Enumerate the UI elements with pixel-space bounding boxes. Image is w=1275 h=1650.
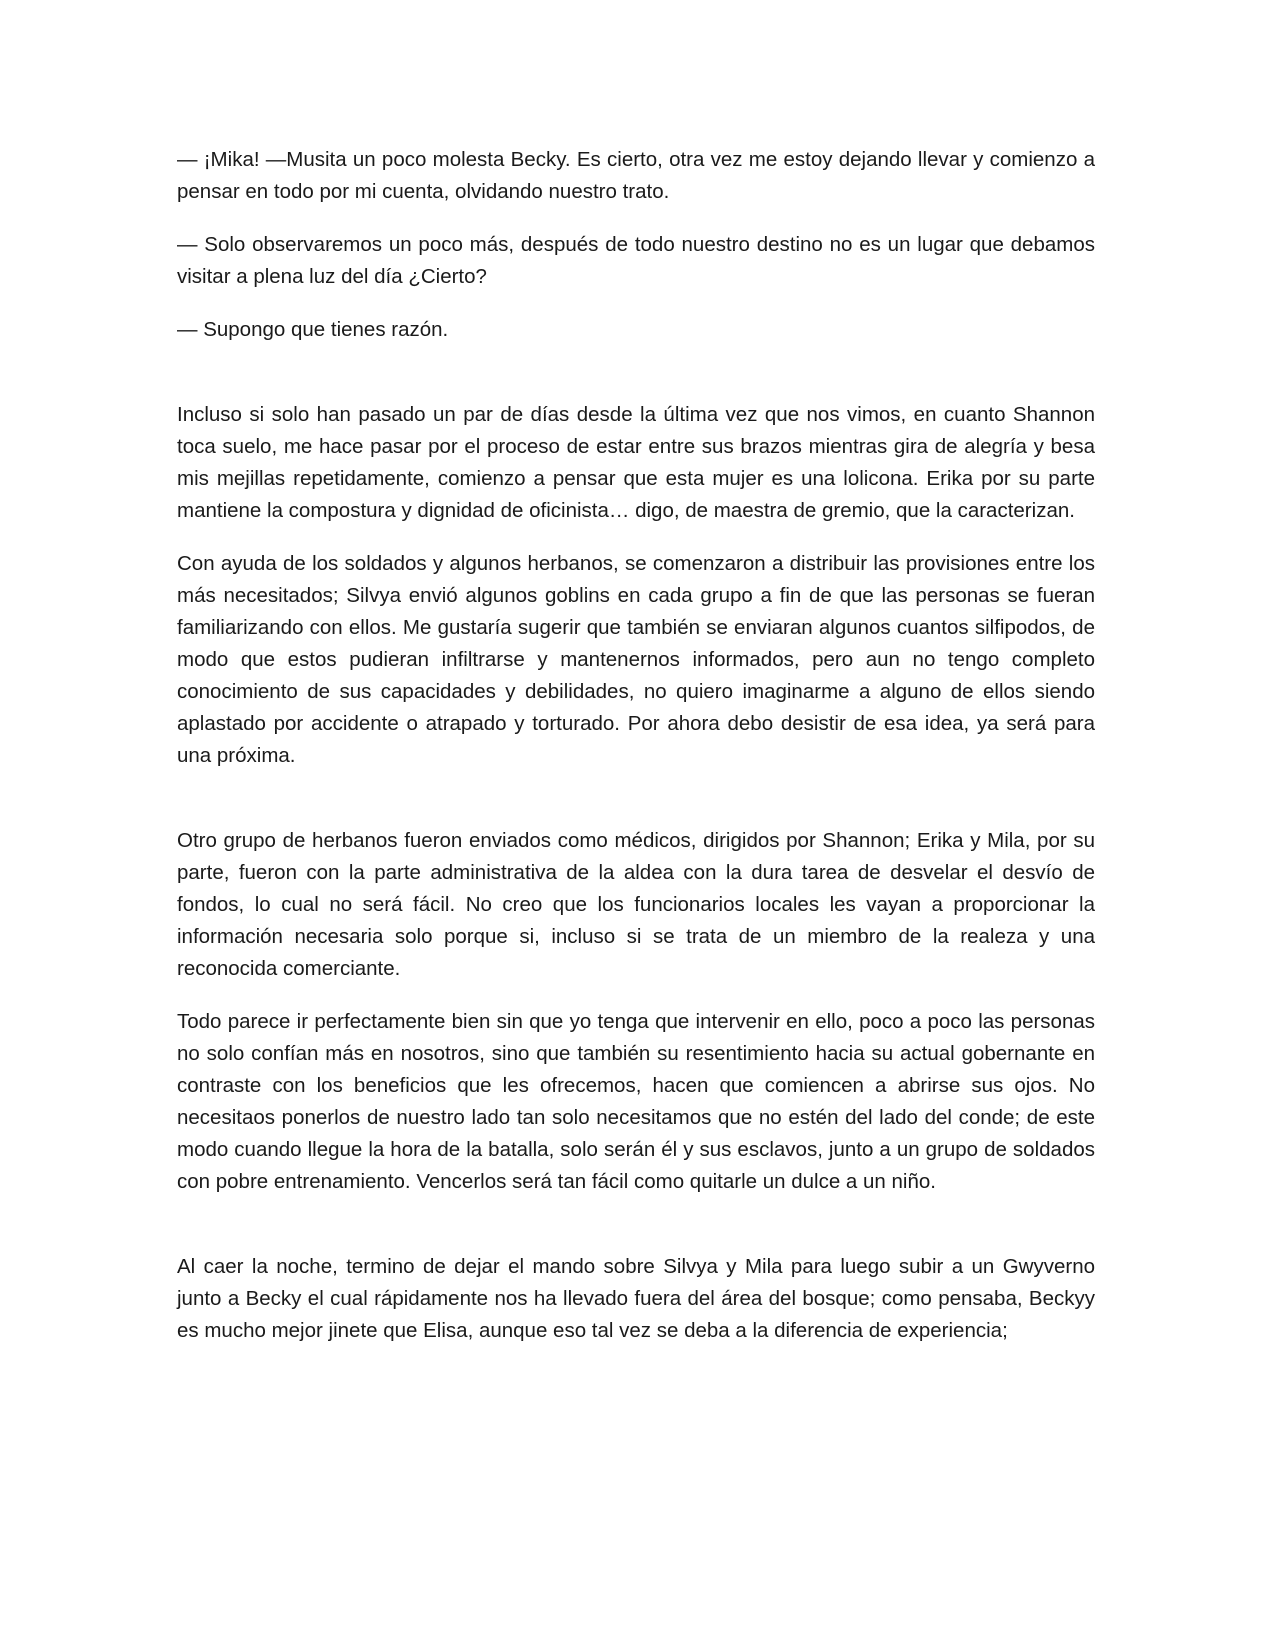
narrative-paragraph: Con ayuda de los soldados y algunos herbanos, se comenzaron a distribuir las provisiones entre los más necesitados; Silvya envió algunos goblins en cada grupo a fin de que las personas se fueran familiarizando con ellos. Me gustaría sugerir que también se enviaran algunos cuantos silfipodos, de modo que estos pudieran infiltrarse y mantenernos informados, pero aun no tengo completo conocimiento de sus capacidades y debilidades, no quiero imaginarme a alguno de ellos siendo aplastado por accidente o atrapado y torturado. Por ahora debo desistir de esa idea, ya será para una próxima. xyxy=(177,552,1095,767)
dialogue-paragraph: — Supongo que tienes razón. xyxy=(177,318,449,341)
dialogue-paragraph: — ¡Mika! —Musita un poco molesta Becky. Es cierto, otra vez me estoy dejando llevar y comienzo a pensar en todo por mi cuenta, olvidando nuestro trato. xyxy=(177,148,1095,203)
narrative-paragraph: Incluso si solo han pasado un par de días desde la última vez que nos vimos, en cuanto Shannon toca suelo, me hace pasar por el proceso de estar entre sus brazos mientras gira de alegría y besa mis mejillas repetidamente, comienzo a pensar que esta mujer es una lolicona. Erika por su parte mantiene la compostura y dignidad de oficinista… digo, de maestra de gremio, que la caracterizan. xyxy=(177,403,1095,522)
section-break xyxy=(177,793,1095,825)
section-break xyxy=(177,1219,1095,1251)
section-break xyxy=(177,367,1095,399)
text-column xyxy=(177,144,1095,1347)
narrative-paragraph: Todo parece ir perfectamente bien sin que yo tenga que intervenir en ello, poco a poco las personas no solo confían más en nosotros, sino que también su resentimiento hacia su actual gobernante en contraste con los beneficios que les ofrecemos, hacen que comiencen a abrirse sus ojos. No necesitaos ponerlos de nuestro lado tan solo necesitamos que no estén del lado del conde; de este modo cuando llegue la hora de la batalla, solo serán él y sus esclavos, junto a un grupo de soldados con pobre entrenamiento. Vencerlos será tan fácil como quitarle un dulce a un niño. xyxy=(177,1010,1095,1193)
narrative-paragraph: Otro grupo de herbanos fueron enviados como médicos, dirigidos por Shannon; Erika y Mila, por su parte, fueron con la parte administrativa de la aldea con la dura tarea de desvelar el desvío de fondos, lo cual no será fácil. No creo que los funcionarios locales les vayan a proporcionar la información necesaria solo porque si, incluso si se trata de un miembro de la realeza y una reconocida comerciante. xyxy=(177,829,1095,980)
narrative-paragraph: Al caer la noche, termino de dejar el mando sobre Silvya y Mila para luego subir a un Gwyverno junto a Becky el cual rápidamente nos ha llevado fuera del área del bosque; como pensaba, Beckyy es mucho mejor jinete que Elisa, aunque eso tal vez se deba a la diferencia de experiencia; xyxy=(177,1255,1095,1342)
dialogue-paragraph: — Solo observaremos un poco más, después de todo nuestro destino no es un lugar que debamos visitar a plena luz del día ¿Cierto? xyxy=(177,233,1095,288)
